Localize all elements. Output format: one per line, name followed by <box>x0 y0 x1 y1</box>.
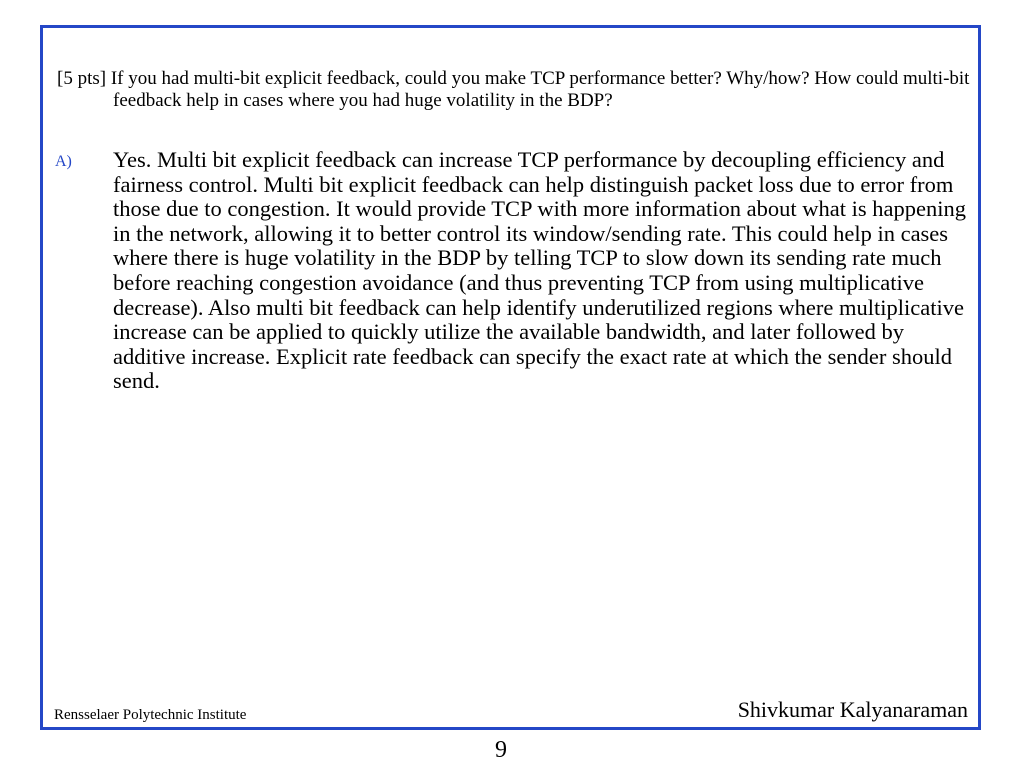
answer-block <box>55 148 971 394</box>
author-footer: Shivkumar Kalyanaraman <box>737 697 968 722</box>
page-number: 9 <box>495 737 507 763</box>
question-text: [5 pts] If you had multi-bit explicit feedback, could you make TCP performance better? Why/how? How could multi-bit feedback help in cases where you had huge volatility in the BDP? <box>57 68 970 111</box>
slide-frame <box>40 25 981 730</box>
institute-footer: Rensselaer Polytechnic Institute <box>54 707 247 723</box>
answer-label: A) <box>55 153 72 170</box>
answer-text: Yes. Multi bit explicit feedback can increase TCP performance by decoupling efficiency and fairness control. Multi bit explicit feedback can help distinguish packet loss due to error from those due to congestion. It would provide TCP with more information about what is happening in the network, allowing it to better control its window/sending rate. This could help in cases where there is huge volatility in the BDP by telling TCP to slow down its sending rate much before reaching congestion avoidance (and thus preventing TCP from using multiplicative decrease). Also multi bit feedback can help identify underutilized regions where multiplicative increase can be applied to quickly utilize the available bandwidth, and later followed by additive increase. Explicit rate feedback can specify the exact rate at which the sender should send. <box>113 147 967 394</box>
